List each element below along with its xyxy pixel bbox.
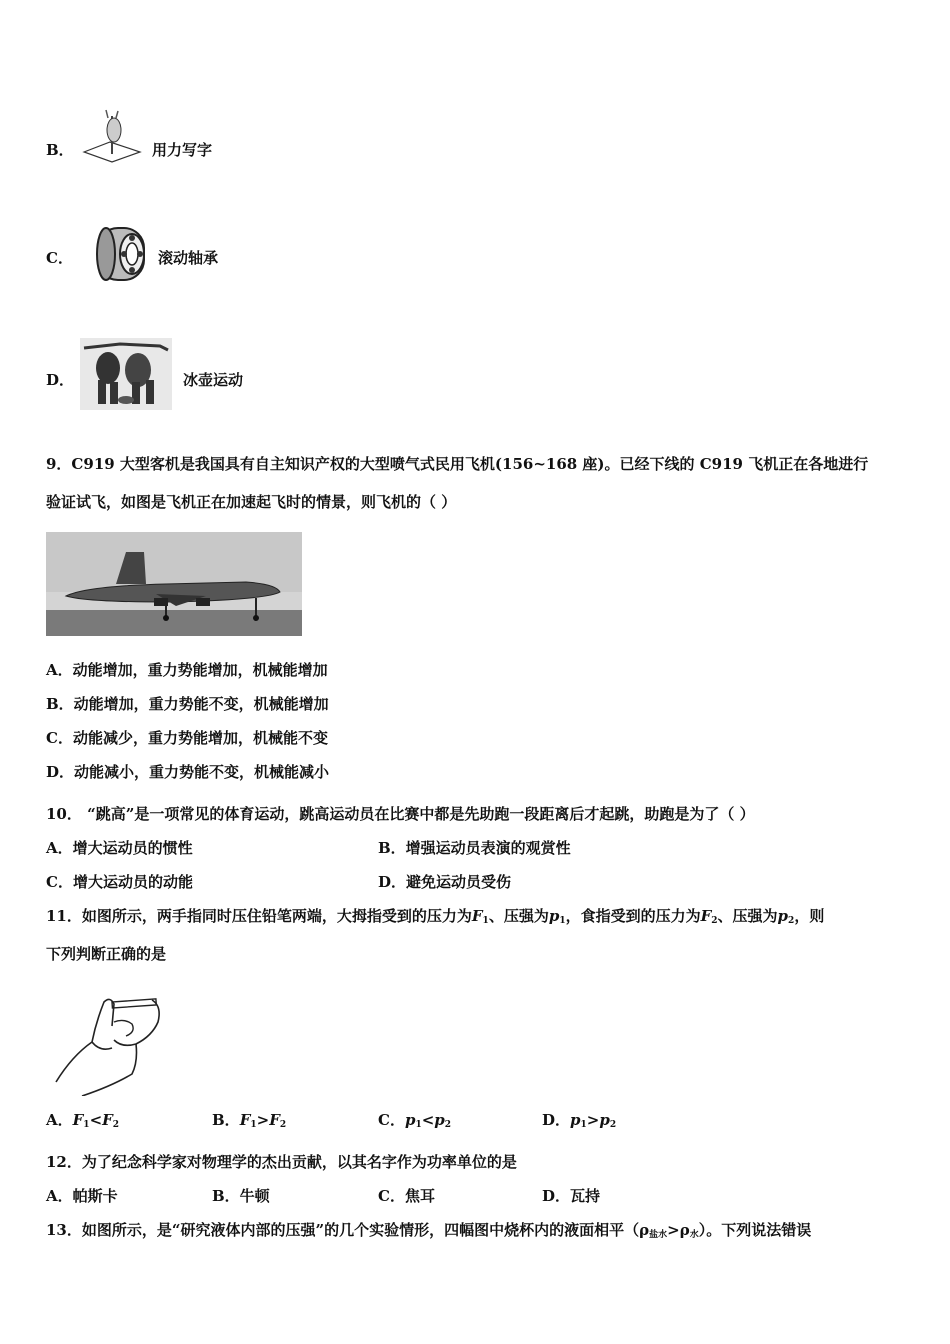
q9-choice-c: C．动能减少，重力势能增加，机械能不变 [46, 729, 328, 747]
q11-stem-line2: 下列判断正确的是 [46, 945, 167, 963]
option-d-text: 冰壶运动 [183, 371, 244, 389]
q12-choice-c: C．焦耳 [378, 1187, 435, 1205]
q11-choice-d: D．$p_1>p_2$ [542, 1111, 617, 1130]
airplane-photo [46, 532, 302, 636]
q11-stem-line1: 11．如图所示，两手指同时压住铅笔两端，大拇指受到的压力为$F_1$、压强为$p_1$，食指受到的压力为$F_2$、压强为$p_2$，则 [46, 907, 825, 926]
q9-choice-d: D．动能减小，重力势能不变，机械能减小 [46, 763, 330, 781]
option-d-label: D． [46, 371, 75, 389]
q10-choice-b: B．增强运动员表演的观赏性 [378, 839, 571, 857]
q10-choice-c: C．增大运动员的动能 [46, 873, 193, 891]
q9-choice-a: A．动能增加，重力势能增加，机械能增加 [46, 661, 328, 679]
q10-stem: 10． “跳高”是一项常见的体育运动，跳高运动员在比赛中都是先助跑一段距离后才起跳，助跑是为了（ ） [46, 805, 755, 823]
q12-stem: 12．为了纪念科学家对物理学的杰出贡献，以其名字作为功率单位的是 [46, 1153, 517, 1171]
q12-choice-d: D．瓦持 [542, 1187, 601, 1205]
option-c-label: C． [46, 249, 73, 267]
q11-choice-a: A．$F_1<F_2$ [46, 1111, 120, 1130]
q9-choice-b: B．动能增加，重力势能不变，机械能增加 [46, 695, 329, 713]
q12-choice-a: A．帕斯卡 [46, 1187, 118, 1205]
q10-choice-d: D．避免运动员受伤 [378, 873, 512, 891]
q11-choice-b: B．$F_1>F_2$ [212, 1111, 287, 1130]
curling-figure [80, 338, 172, 410]
q13-stem: 13．如图所示，是“研究液体内部的压强”的几个实验情形，四幅图中烧杯内的液面相平$(\rho_{盐水}>\rho_水)$。下列说法错误 [46, 1221, 812, 1240]
writing-figure [82, 108, 142, 164]
option-c-text: 滚动轴承 [158, 249, 219, 267]
q9-stem-line1: 9．C919 大型客机是我国具有自主知识产权的大型喷气式民用飞机(156~168 座)。已经下线的 C919 飞机正在各地进行 [46, 455, 869, 473]
option-b-label: B． [46, 141, 74, 159]
option-b-text: 用力写字 [152, 141, 213, 159]
bearing-figure [92, 222, 152, 286]
q11-choice-c: C．$p_1<p_2$ [378, 1111, 452, 1130]
q12-choice-b: B．牛顿 [212, 1187, 270, 1205]
pencil-fingers-figure [52, 992, 164, 1096]
q9-stem-line2: 验证试飞，如图是飞机正在加速起飞时的情景，则飞机的（ ） [46, 493, 457, 511]
q10-choice-a: A．增大运动员的惯性 [46, 839, 193, 857]
